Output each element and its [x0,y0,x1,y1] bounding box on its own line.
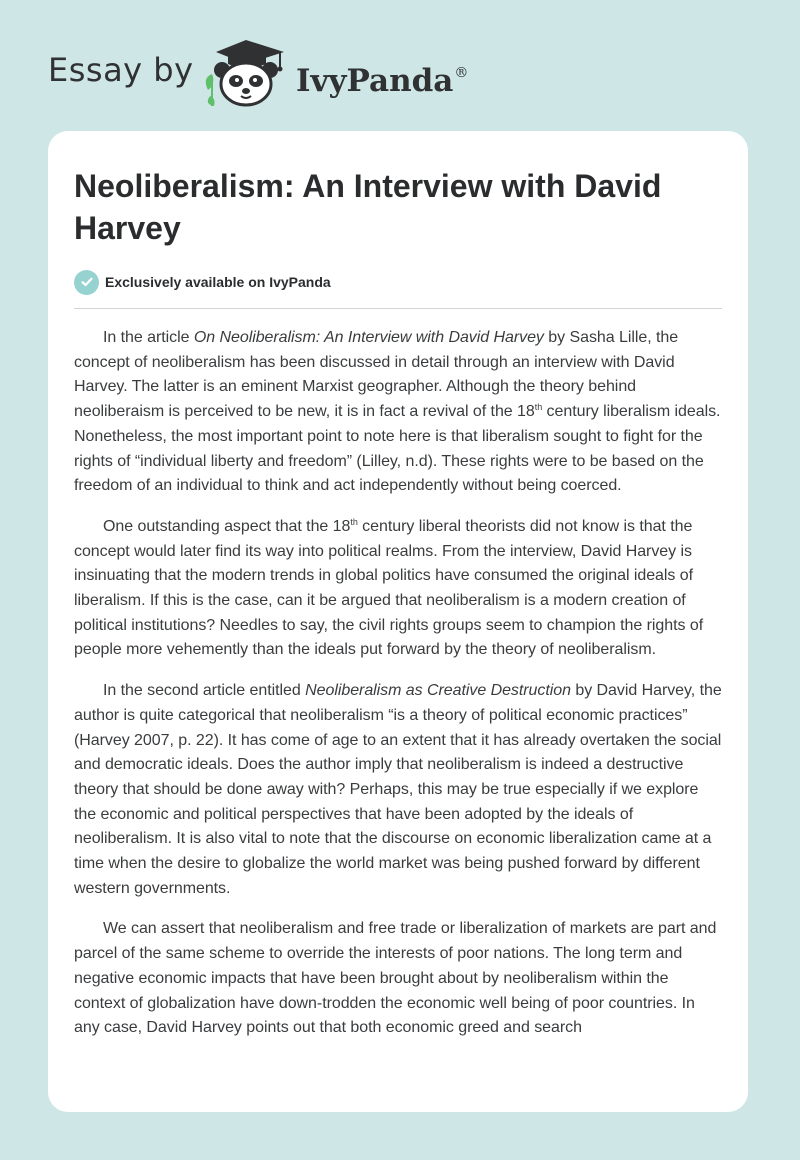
badge-text: Exclusively available on IvyPanda [105,274,331,290]
article-body [74,326,722,1041]
exclusive-badge [74,268,722,296]
brand-prefix: Essay by [48,51,194,89]
article-title-ref: Neoliberalism as Creative Destruction [305,682,571,700]
paragraph-2: One outstanding aspect that the 18th century liberal theorists did not know is that the concept would later find its way into political realms. From the interview, David Harvey is insinuating that the modern trends in global politics have consumed the original ideals of liberalism. If this is the case, can it be argued that neoliberalism is a modern creation of political institutions? Needles to say, the civil rights groups seem to champion the rights of people more vehemently than the ideals put forward by the theory of neoliberalism. [74,516,704,659]
brand-name[interactable]: IvyPanda® [296,63,469,99]
divider [74,308,722,309]
site-header [0,0,800,130]
paragraph-1: In the article On Neoliberalism: An Interview with David Harvey by Sasha Lille, the concept of neoliberalism has been discussed in detail through an interview with David Harvey. The latter is an eminent Marxist geographer. Although the theory behind neoliberaism is perceived to be new, it is in fact a revival of the 18th century liberalism ideals. Nonetheless, the most important point to note here is that liberalism sought to fight for the rights of “individual liberty and freedom” (Lilley, n.d). These rights were to be based on the freedom of an individual to think and act independently without being coerced. [74,329,721,495]
paragraph-3: In the second article entitled Neoliberalism as Creative Destruction by David Harvey, the author is quite categorical that neoliberalism “is a theory of political economic practices” (Harvey 2007, p. 22). It has come of age to an extent that it has already overtaken the social and democratic ideals. Does the author imply that neoliberalism is indeed a destructive theory that should be done away with? Perhaps, this may be true especially if we explore the economic and political perspectives that have been adopted by the ideals of neoliberalism. It is also vital to note that the discourse on economic liberalization came at a time when the desire to globalize the world market was being pushed forward by different western governments. [74,682,722,897]
article-title-ref: On Neoliberalism: An Interview with David Harvey [193,329,544,346]
checkmark-circle-icon [74,270,99,295]
page-title: Neoliberalism: An Interview with David Harvey [74,168,662,246]
panda-graduate-logo-icon[interactable] [200,34,292,110]
paragraph-4: We can assert that neoliberalism and free trade or liberalization of markets are part and parcel of the same scheme to override the interests of poor nations. The long term and negative economic impacts that have been brought about by neoliberalism within the context of globalization have down-trodden the economic well being of poor countries. In any case, David Harvey points out that both economic greed and search [74,920,717,1037]
essay-card [48,131,748,1112]
